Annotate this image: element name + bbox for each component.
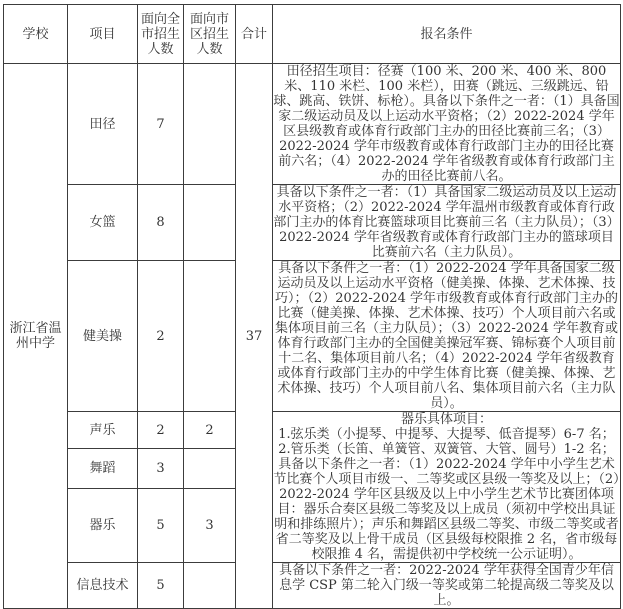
school-name: 浙江省温州中学 xyxy=(4,64,68,609)
header-total: 合计 xyxy=(236,5,273,64)
citywide-quota: 2 xyxy=(138,412,184,449)
project-name: 器乐 xyxy=(68,489,138,563)
citywide-quota: 5 xyxy=(138,563,184,609)
header-project: 项目 xyxy=(68,5,138,64)
urban-quota: 2 xyxy=(184,412,236,449)
citywide-quota: 5 xyxy=(138,489,184,563)
project-name: 健美操 xyxy=(68,261,138,412)
citywide-quota: 8 xyxy=(138,185,184,261)
header-conditions: 报名条件 xyxy=(273,5,621,64)
header-urban-quota: 面向市区招生人数 xyxy=(184,5,236,64)
header-citywide-quota: 面向全市招生人数 xyxy=(138,5,184,64)
arts-conditions-winds: 2.管乐类（长笛、单簧管、双簧管、大管、圆号）1-2 名； xyxy=(278,442,615,457)
conditions-basketball: 具备以下条件之一者：（1）具备国家二级运动员及以上运动水平资格；（2）2022-2024 学年温州市级教育或体育行政部门主办的体育比赛篮球项目比赛前三名（主力队员）；（3）2022-2024 学年省级教育或体育行政部门主办的篮球项目比赛前六名（主力队员）。 xyxy=(273,185,620,260)
table-row xyxy=(4,261,621,412)
urban-quota xyxy=(184,185,236,261)
citywide-quota: 2 xyxy=(138,261,184,412)
conditions-informatics: 具备以下条件之一者：2022-2024 学年获得全国青少年信息学 CSP 第二轮入门级一等奖或第二轮提高级二等奖及以上。 xyxy=(273,563,621,609)
table-row xyxy=(4,412,621,449)
project-name: 女篮 xyxy=(68,185,138,261)
project-name: 田径 xyxy=(68,64,138,185)
arts-conditions-requirements: 具备以下条件之一者：（1）2022-2024 学年中小学生艺术节比赛个人项目市级一、二等奖或区县级一等奖及以上；（2）2022-2024 学年区县级及以上中小学生艺术节比赛团体项目：器乐合奏区县级二等奖及以上成员（须初中学校出具证明和排练照片）；声乐和舞蹈区县级二等奖、市级二等奖或者省二等奖及以上骨干成员（区县级每校限推 2 名，省市级每校限推 4 名，需提供初中学校统一公示证明）。 xyxy=(273,457,620,562)
citywide-quota: 7 xyxy=(138,64,184,185)
urban-quota: 3 xyxy=(184,489,236,563)
project-name: 声乐 xyxy=(68,412,138,449)
urban-quota xyxy=(184,449,236,489)
project-name: 舞蹈 xyxy=(68,449,138,489)
admission-table xyxy=(3,4,621,609)
arts-conditions-strings: 1.弦乐类（小提琴、中提琴、大提琴、低音提琴）6-7 名； xyxy=(278,427,615,442)
table-row xyxy=(4,185,621,261)
citywide-quota: 3 xyxy=(138,449,184,489)
urban-quota xyxy=(184,261,236,412)
conditions-arts xyxy=(273,412,621,563)
arts-conditions-title: 器乐具体项目： xyxy=(400,412,492,427)
header-row xyxy=(4,5,621,64)
header-school: 学校 xyxy=(4,5,68,64)
table-row xyxy=(4,64,621,185)
conditions-aerobics: 具备以下条件之一者：（1）2022-2024 学年具备国家二级运动员及以上运动水平资格（健美操、体操、艺术体操、技巧）；（2）2022-2024 学年市级教育或体育行政部门主办的比赛（健美操、体操、艺术体操、技巧）个人项目前六名或集体项目前三名（主力队员）；（3）2022-2024 学年教育或体育行政部门主办的全国健美操冠军赛、锦标赛个人项目前十二名、集体项目前八名；（4）2022-2024 学年省级教育或体育行政部门主办的中学生体育比赛（健美操、体操、艺术体操、技巧）个人项目前八名、集体项目前六名（主力队员）。 xyxy=(273,261,621,412)
table-row xyxy=(4,563,621,609)
conditions-track: 田径招生项目：径赛（100 米、200 米、400 米、800 米、110 米栏、100 米栏），田赛（跳远、三级跳远、铅球、跳高、铁饼、标枪）。具备以下条件之一者：（1）具备国家二级运动员及以上运动水平资格；（2）2022-2024 学年区县级教育或体育行政部门主办的田径比赛前三名；（3）2022-2024 学年市级教育或体育行政部门主办的田径比赛前六名；（4）2022-2024 学年省级教育或体育行政部门主办的田径比赛前八名。 xyxy=(273,64,620,184)
project-name: 信息技术 xyxy=(68,563,138,609)
total-quota: 37 xyxy=(236,64,273,609)
urban-quota xyxy=(184,563,236,609)
urban-quota xyxy=(184,64,236,185)
